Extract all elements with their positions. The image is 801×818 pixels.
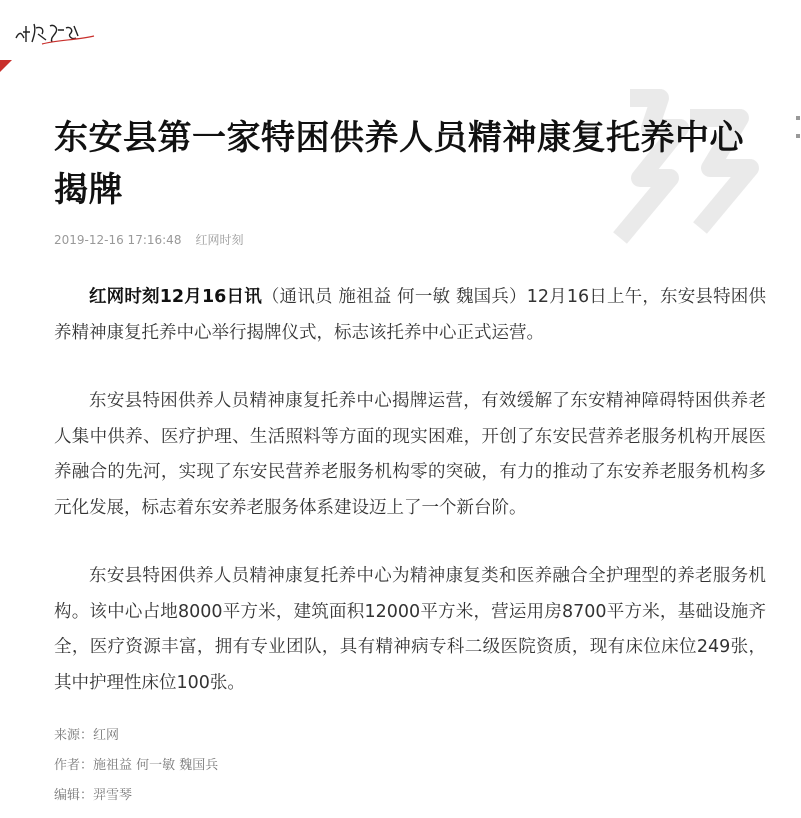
lead-text: （通讯员 施祖益 何一敏 魏国兵）12月16日上午，东安县特困供养精神康复托养中心举行揭牌仪式，标志该托养中心正式运营。: [54, 287, 766, 343]
article-meta: [54, 232, 243, 248]
handwritten-logo[interactable]: [12, 16, 102, 48]
corner-accent: [0, 60, 12, 72]
top-bar: [0, 0, 801, 72]
footer-source: 来源：红网: [54, 728, 120, 743]
footer-editor: 编辑：羿雪琴: [54, 788, 133, 803]
lead-dateline: 红网时刻12月16日讯: [89, 287, 262, 307]
footer-author: 作者：施祖益 何一敏 魏国兵: [54, 758, 219, 773]
article-footer: [54, 726, 218, 816]
article-title: 东安县第一家特困供养人员精神康复托养中心揭牌: [54, 118, 744, 210]
side-scroll-marks: [795, 116, 801, 156]
lead-paragraph: [54, 280, 766, 351]
publish-datetime: 2019-12-16 17:16:48: [54, 233, 182, 247]
source-tag[interactable]: 红网时刻: [195, 233, 244, 247]
body-paragraph: 东安县特困供养人员精神康复托养中心为精神康复类和医养融合全护理型的养老服务机构。该中心占地8000平方米，建筑面积12000平方米，营运用房8700平方米，基础设施齐全，医疗资源丰富，拥有专业团队，具有精神病专科二级医院资质，现有床位床位249张，其中护理性床位100张。: [54, 566, 766, 693]
body-paragraph: 东安县特困供养人员精神康复托养中心揭牌运营，有效缓解了东安精神障碍特困供养老人集中供养、医疗护理、生活照料等方面的现实困难，开创了东安民营养老服务机构开展医养融合的先河，实现了东安民营养老服务机构零的突破，有力的推动了东安养老服务机构多元化发展，标志着东安养老服务体系建设迈上了一个新台阶。: [54, 391, 766, 518]
article-body: [54, 280, 766, 734]
